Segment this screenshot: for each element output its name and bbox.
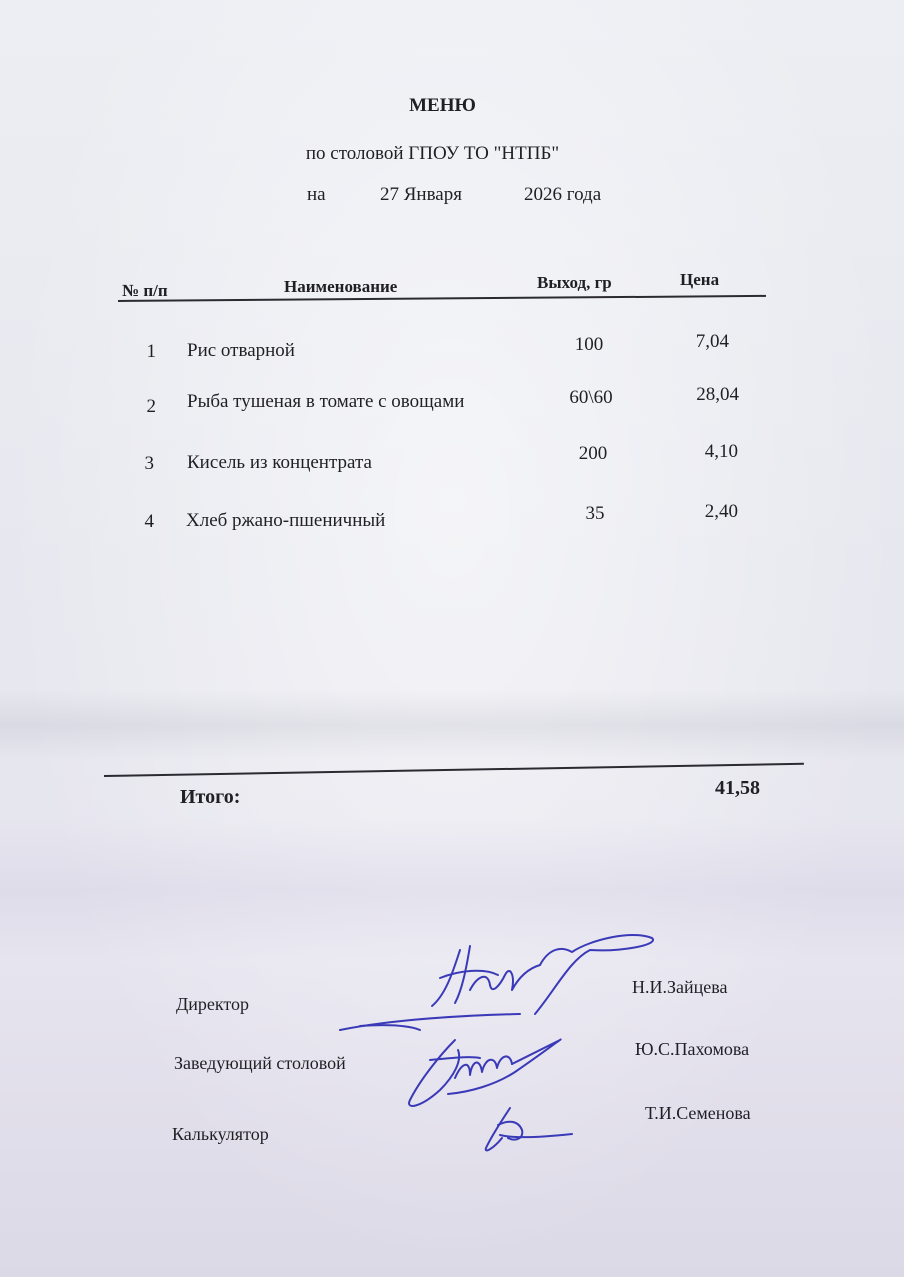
date-year: 2026 года	[524, 184, 602, 205]
signatory-1-role: Директор	[176, 994, 250, 1014]
document-subtitle: по столовой ГПОУ ТО "НТПБ"	[305, 143, 560, 164]
row-4-price: 2,40	[704, 501, 738, 522]
paper-tint	[0, 820, 904, 960]
row-1-price: 7,04	[695, 331, 729, 352]
row-1-number: 1	[146, 341, 156, 362]
date-prefix: на	[307, 184, 326, 205]
signatory-3-role: Калькулятор	[172, 1124, 269, 1144]
row-4-output: 35	[585, 503, 605, 524]
row-3-output: 200	[578, 443, 608, 464]
signatory-2-role: Заведующий столовой	[174, 1053, 346, 1073]
date-day: 27 Января	[380, 184, 462, 205]
signatory-2-name: Ю.С.Пахомова	[635, 1039, 750, 1059]
canteen-head-signature	[409, 1039, 561, 1106]
total-value: 41,58	[715, 777, 760, 799]
row-3-name: Кисель из концентрата	[187, 452, 372, 473]
row-4-name: Хлеб ржано-пшеничный	[186, 510, 386, 531]
column-header-number: № п/п	[122, 281, 168, 300]
column-header-price: Цена	[680, 270, 720, 289]
signatory-3-name: Т.И.Семенова	[645, 1103, 751, 1123]
column-header-name: Наименование	[284, 277, 398, 296]
row-4-number: 4	[144, 511, 154, 532]
row-3-price: 4,10	[704, 441, 738, 462]
signatory-1-name: Н.И.Зайцева	[632, 977, 728, 997]
row-2-name: Рыба тушеная в томате с овощами	[187, 391, 465, 412]
document-title: МЕНЮ	[409, 95, 476, 116]
row-1-name: Рис отварной	[187, 340, 295, 361]
row-1-output: 100	[574, 334, 604, 355]
column-header-output: Выход, гр	[537, 273, 612, 292]
director-signature	[340, 935, 653, 1030]
total-label: Итого:	[180, 786, 241, 808]
row-2-number: 2	[146, 396, 156, 417]
total-rule	[104, 763, 804, 777]
row-2-price: 28,04	[696, 384, 739, 405]
paper-fold-shadow	[0, 690, 904, 760]
calculator-signature	[486, 1108, 572, 1150]
row-3-number: 3	[144, 453, 154, 474]
row-2-output: 60\60	[569, 387, 613, 408]
table-header-rule	[118, 295, 766, 302]
